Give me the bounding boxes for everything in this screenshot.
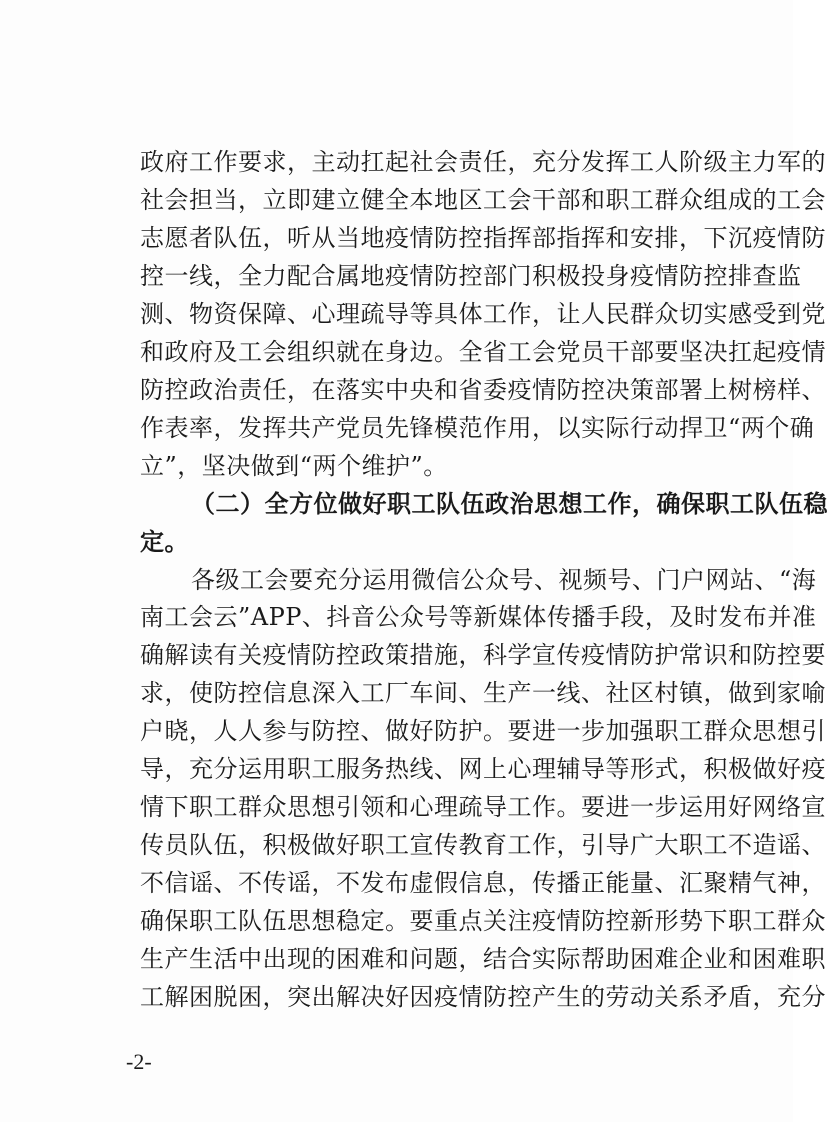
- body-line: 工解困脱困，突出解决好因疫情防控产生的劳动关系矛盾，充分: [140, 983, 826, 1011]
- body-line: 求，使防控信息深入工厂车间、生产一线、社区村镇，做到家喻: [140, 679, 826, 707]
- body-line: 不信谣、不传谣，不发布虚假信息，传播正能量、汇聚精气神，: [140, 869, 826, 897]
- body-line: 导，充分运用职工服务热线、网上心理辅导等形式，积极做好疫: [140, 755, 826, 783]
- body-line: 志愿者队伍，听从当地疫情防控指挥部指挥和安排，下沉疫情防: [140, 224, 826, 252]
- body-line: 作表率，发挥共产党员先锋模范作用，以实际行动捍卫“两个确: [140, 414, 815, 442]
- body-line: 生产生活中出现的困难和问题，结合实际帮助困难企业和困难职: [140, 945, 826, 973]
- body-line: 立”，坚决做到“两个维护”。: [140, 452, 448, 480]
- body-line: 社会担当，立即建立健全本地区工会干部和职工群众组成的工会: [140, 186, 826, 214]
- body-line: 南工会云”APP、抖音公众号等新媒体传播手段，及时发布并准: [140, 603, 817, 631]
- body-line: 各级工会要充分运用微信公众号、视频号、门户网站、“海: [191, 566, 817, 594]
- body-line: 控一线，全力配合属地疫情防控部门积极投身疫情防控排查监: [140, 262, 802, 290]
- body-line: 确解读有关疫情防控政策措施，科学宣传疫情防护常识和防控要: [140, 641, 826, 669]
- section-heading: （二）全方位做好职工队伍政治思想工作，确保职工队伍稳: [191, 489, 828, 518]
- body-line: 政府工作要求，主动扛起社会责任，充分发挥工人阶级主力军的: [140, 148, 826, 176]
- body-line: 测、物资保障、心理疏导等具体工作，让人民群众切实感受到党: [140, 300, 826, 328]
- page-number: -2-: [126, 1049, 152, 1074]
- section-heading: 定。: [140, 527, 189, 556]
- body-line: 户晓，人人参与防控、做好防护。要进一步加强职工群众思想引: [140, 717, 826, 745]
- body-line: 防控政治责任，在落实中央和省委疫情防控决策部署上树榜样、: [140, 376, 826, 404]
- body-line: 情下职工群众思想引领和心理疏导工作。要进一步运用好网络宣: [140, 793, 826, 821]
- body-line: 确保职工队伍思想稳定。要重点关注疫情防控新形势下职工群众: [140, 907, 826, 935]
- body-line: 和政府及工会组织就在身边。全省工会党员干部要坚决扛起疫情: [140, 338, 826, 366]
- body-line: 传员队伍，积极做好职工宣传教育工作，引导广大职工不造谣、: [140, 831, 826, 859]
